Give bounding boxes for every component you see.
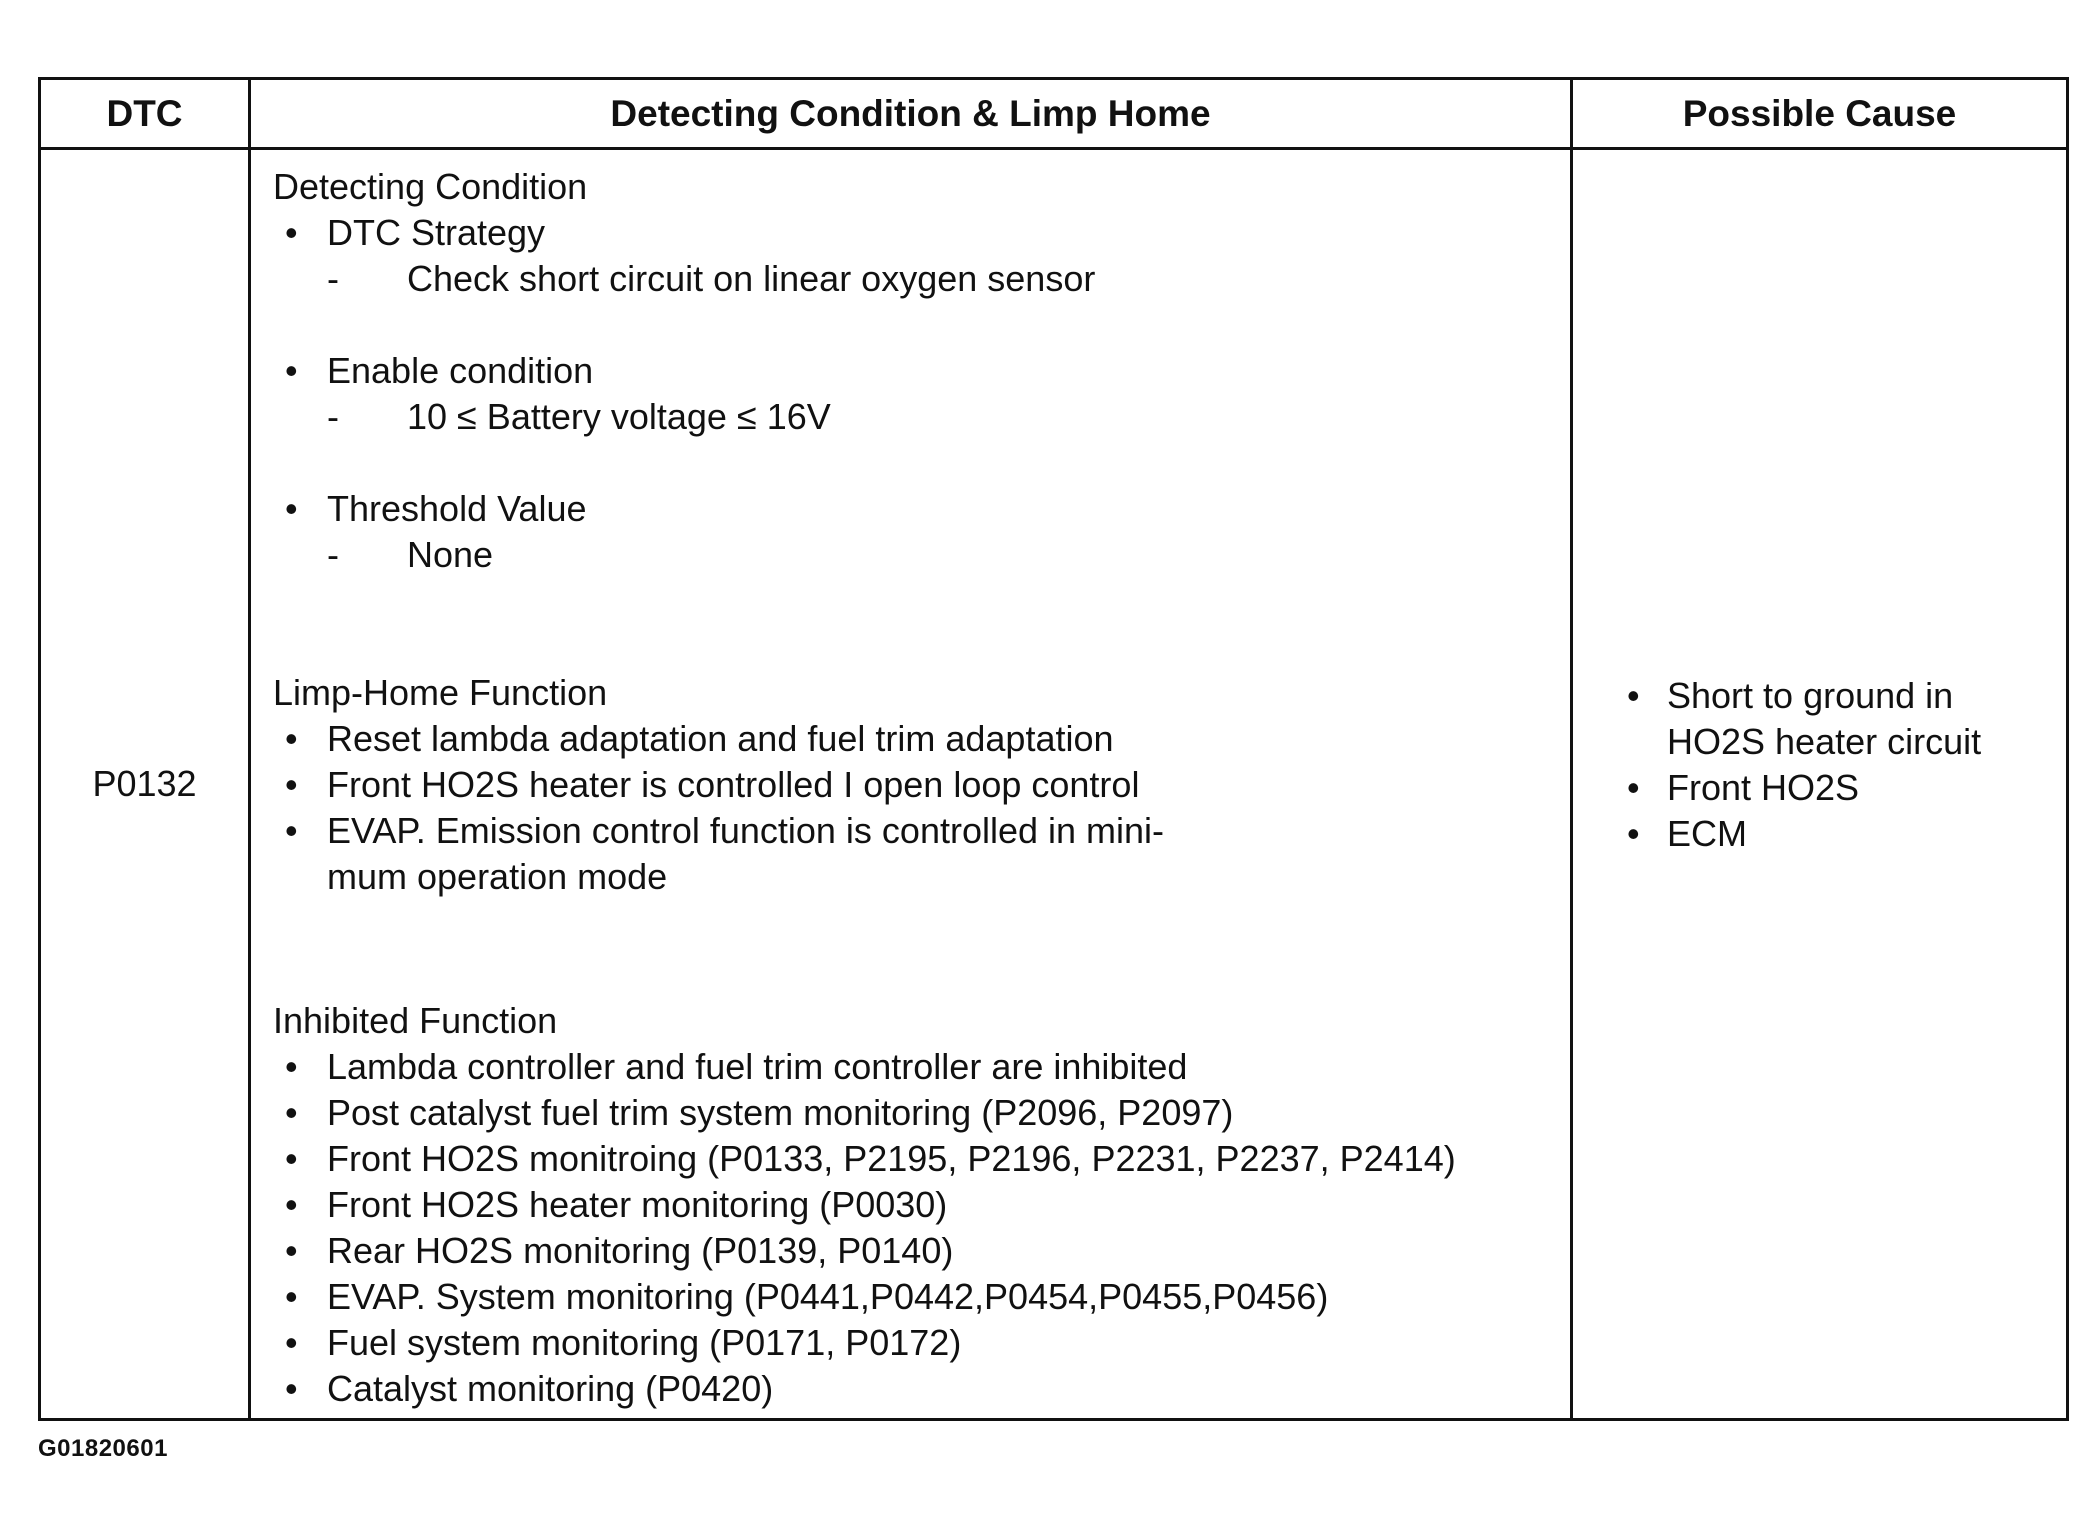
limp-home-title: Limp-Home Function bbox=[273, 672, 608, 713]
list-item: • ECM bbox=[1667, 811, 2056, 857]
dtc-table bbox=[38, 77, 2069, 1421]
inhibited-section bbox=[273, 998, 1570, 1412]
threshold-value: None bbox=[407, 534, 494, 575]
header-row bbox=[40, 79, 2068, 149]
threshold-label: • Threshold Value bbox=[327, 488, 587, 529]
limp-home-section bbox=[273, 670, 1570, 900]
list-item: • Rear HO2S monitoring (P0139, P0140) bbox=[327, 1228, 1570, 1274]
cause-line-continued: HO2S heater circuit bbox=[1667, 721, 1982, 762]
strategy-detail bbox=[327, 256, 1570, 302]
threshold-detail bbox=[327, 532, 1570, 578]
spacer bbox=[273, 578, 1570, 670]
dash-glyph: - bbox=[327, 396, 339, 437]
list-item: • Front HO2S heater is controlled I open loop control bbox=[327, 762, 1570, 808]
table-row bbox=[40, 149, 2068, 1420]
list-item: • Reset lambda adaptation and fuel trim adaptation bbox=[327, 716, 1570, 762]
cause-line: • Short to ground in bbox=[1667, 675, 1954, 716]
list-item: • Front HO2S monitroing (P0133, P2195, P2196, P2231, P2237, P2414) bbox=[327, 1136, 1570, 1182]
cause-list bbox=[1623, 673, 2056, 857]
list-item bbox=[327, 808, 1570, 900]
cause-cell bbox=[1572, 149, 2068, 1420]
dash-glyph: - bbox=[327, 534, 339, 575]
spacer bbox=[273, 900, 1570, 998]
list-item bbox=[327, 210, 1570, 302]
condition-cell bbox=[250, 149, 1572, 1420]
list-item: • Lambda controller and fuel trim controller are inhibited bbox=[327, 1044, 1570, 1090]
list-item bbox=[327, 348, 1570, 440]
dash-glyph: - bbox=[327, 258, 339, 299]
limp-home-list bbox=[273, 716, 1570, 900]
limp-home-line: • EVAP. Emission control function is controlled in mini- bbox=[327, 810, 1165, 851]
header-cause: Possible Cause bbox=[1572, 79, 2068, 149]
enable-value: 10 ≤ Battery voltage ≤ 16V bbox=[407, 396, 831, 437]
strategy-label: • DTC Strategy bbox=[327, 212, 546, 253]
strategy-value: Check short circuit on linear oxygen sensor bbox=[407, 258, 1096, 299]
list-item: • Front HO2S heater monitoring (P0030) bbox=[327, 1182, 1570, 1228]
dtc-code: P0132 bbox=[40, 149, 250, 1420]
header-condition: Detecting Condition & Limp Home bbox=[250, 79, 1572, 149]
inhibited-list bbox=[273, 1044, 1570, 1412]
figure-code: G01820601 bbox=[38, 1435, 168, 1462]
enable-detail bbox=[327, 394, 1570, 440]
detecting-title: Detecting Condition bbox=[273, 166, 588, 207]
detecting-section bbox=[273, 164, 1570, 578]
enable-label: • Enable condition bbox=[327, 350, 594, 391]
list-item: • Front HO2S bbox=[1667, 765, 2056, 811]
detecting-list bbox=[273, 210, 1570, 578]
list-item: • Fuel system monitoring (P0171, P0172) bbox=[327, 1320, 1570, 1366]
list-item: • Catalyst monitoring (P0420) bbox=[327, 1366, 1570, 1412]
list-item: • EVAP. System monitoring (P0441,P0442,P0454,P0455,P0456) bbox=[327, 1274, 1570, 1320]
list-item bbox=[1667, 673, 2056, 765]
inhibited-title: Inhibited Function bbox=[273, 1000, 558, 1041]
header-dtc: DTC bbox=[40, 79, 250, 149]
list-item: • Post catalyst fuel trim system monitoring (P2096, P2097) bbox=[327, 1090, 1570, 1136]
list-item bbox=[327, 486, 1570, 578]
limp-home-line-continued: mum operation mode bbox=[327, 856, 668, 897]
